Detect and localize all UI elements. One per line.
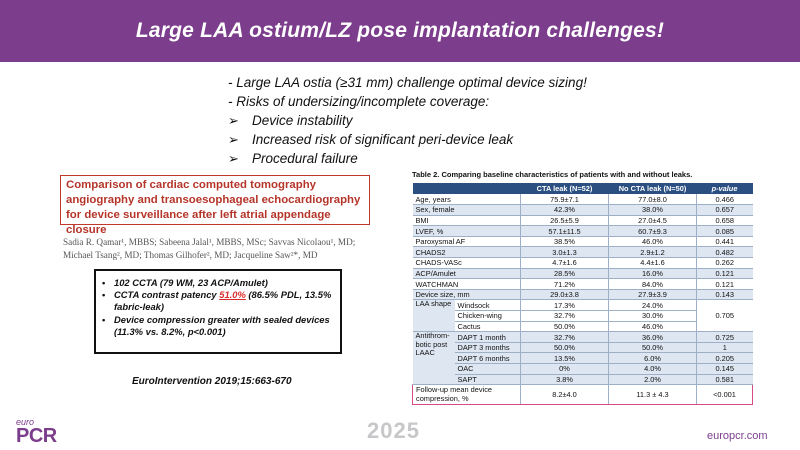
bullet-line: - Large LAA ostia (≥31 mm) challenge optimal device sizing!	[228, 75, 587, 90]
finding-text: 102 CCTA (79 WM, 23 ACP/Amulet)	[114, 277, 268, 288]
cell: 3.8%	[521, 374, 609, 385]
arrow-bullet-icon: ➢	[228, 113, 239, 128]
table-row	[413, 342, 753, 353]
cell: 46.0%	[609, 321, 697, 332]
bullet-icon: •	[102, 289, 106, 301]
cell: 50.0%	[521, 342, 609, 353]
sub-bullet-text: Device instability	[252, 113, 353, 128]
cell: 30.0%	[609, 311, 697, 322]
table-header	[413, 183, 753, 194]
cell: 4.0%	[609, 364, 697, 375]
finding-text	[114, 289, 334, 313]
cell: 11.3 ± 4.3	[609, 385, 697, 405]
cell: 2.0%	[609, 374, 697, 385]
findings-box	[94, 269, 342, 354]
cell: 0.466	[697, 194, 753, 205]
citation: EuroIntervention 2019;15:663-670	[132, 376, 292, 387]
cell: 0.725	[697, 332, 753, 343]
cell: 50.0%	[609, 342, 697, 353]
bullet-icon: •	[102, 277, 106, 288]
table-row	[413, 353, 753, 364]
slide-title: Large LAA ostium/LZ pose implantation challenges!	[135, 19, 665, 42]
table-row	[413, 332, 753, 343]
paper-title-box	[60, 175, 370, 236]
key-points	[228, 73, 668, 168]
cell: 38.0%	[609, 205, 697, 216]
cell: 0.145	[697, 364, 753, 375]
cell: 8.2±4.0	[521, 385, 609, 405]
header-cell: CTA leak (N=52)	[521, 183, 609, 194]
table-row	[413, 236, 753, 247]
cell: 16.0%	[609, 268, 697, 279]
table-row	[413, 247, 753, 258]
row-label: Paroxysmal AF	[413, 236, 521, 247]
paper-title: Comparison of cardiac computed tomography angiography and transoesophageal echocardiography for device surveillance after left atrial appendage closure	[66, 179, 361, 236]
footer-url: europcr.com	[707, 430, 768, 442]
cell: 6.0%	[609, 353, 697, 364]
europcr-logo	[16, 418, 57, 445]
cell: 32.7%	[521, 311, 609, 322]
cell: 0.085	[697, 226, 753, 237]
sub-bullet-text: Procedural failure	[252, 151, 358, 166]
row-label: DAPT 3 months	[455, 342, 521, 353]
cell: 0.657	[697, 205, 753, 216]
arrow-bullet-icon: ➢	[228, 132, 239, 147]
cell: 0%	[521, 364, 609, 375]
row-label: Windsock	[455, 300, 521, 311]
sub-bullet	[228, 111, 668, 130]
logo-big-text: PCR	[16, 425, 57, 447]
paper-authors: Sadia R. Qamar¹, MBBS; Sabeena Jalal¹, MBBS, MSc; Savvas Nicolaou¹, MD; Michael Tsang², MD; Thomas Gilhofer², MD; Jacqueline Saw²*, MD	[63, 237, 356, 260]
row-label: CHADS2	[413, 247, 521, 258]
cell: 27.0±4.5	[609, 215, 697, 226]
cell: 0.121	[697, 268, 753, 279]
row-label: DAPT 1 month	[455, 332, 521, 343]
finding-text-pre: CCTA contrast patency	[114, 289, 220, 301]
table-row	[413, 268, 753, 279]
row-label: Chicken-wing	[455, 311, 521, 322]
row-label: Device size, mm	[413, 289, 521, 300]
row-label: WATCHMAN	[413, 279, 521, 290]
row-label: Follow-up mean device compression, %	[413, 385, 521, 405]
cell: 75.9±7.1	[521, 194, 609, 205]
group-label: Antithrom-botic post LAAC	[413, 332, 455, 385]
table-row	[413, 364, 753, 375]
patency-highlight: 51.0%	[219, 289, 246, 301]
cell: 57.1±11.5	[521, 226, 609, 237]
cell: 0.262	[697, 258, 753, 269]
table-row	[413, 226, 753, 237]
highlighted-row	[413, 385, 753, 405]
logo-small-text: euro	[16, 417, 35, 427]
cell: 4.7±1.6	[521, 258, 609, 269]
cell: 84.0%	[609, 279, 697, 290]
finding-item	[102, 289, 334, 313]
bullet-icon: •	[102, 313, 106, 325]
table-row	[413, 258, 753, 269]
cell: 3.0±1.3	[521, 247, 609, 258]
cell: 77.0±8.0	[609, 194, 697, 205]
table-row	[413, 215, 753, 226]
cell: 17.3%	[521, 300, 609, 311]
cell: 0.143	[697, 289, 753, 300]
cell: 0.121	[697, 279, 753, 290]
table-row	[413, 374, 753, 385]
header-cell: No CTA leak (N=50)	[609, 183, 697, 194]
row-label: DAPT 6 months	[455, 353, 521, 364]
finding-item	[102, 314, 334, 338]
row-label: ACP/Amulet	[413, 268, 521, 279]
title-bar	[0, 0, 800, 62]
row-label: Age, years	[413, 194, 521, 205]
arrow-bullet-icon: ➢	[228, 151, 239, 166]
cell: 13.5%	[521, 353, 609, 364]
bullet-line: - Risks of undersizing/incomplete coverage:	[228, 94, 490, 109]
cell: 32.7%	[521, 332, 609, 343]
cell: 26.5±5.9	[521, 215, 609, 226]
cell: 24.0%	[609, 300, 697, 311]
cell: 0.658	[697, 215, 753, 226]
sub-bullet	[228, 149, 668, 168]
cell: 0.205	[697, 353, 753, 364]
table-row	[413, 279, 753, 290]
cell: 42.3%	[521, 205, 609, 216]
sub-bullet-text: Increased risk of significant peri-device leak	[252, 132, 514, 147]
cell: 2.9±1.2	[609, 247, 697, 258]
cell: 0.581	[697, 374, 753, 385]
header-cell	[413, 183, 521, 194]
row-label: BMI	[413, 215, 521, 226]
cell: 0.705	[697, 300, 753, 332]
row-label: CHADS-VASc	[413, 258, 521, 269]
cell: 0.482	[697, 247, 753, 258]
cell: 29.0±3.8	[521, 289, 609, 300]
row-label: LVEF, %	[413, 226, 521, 237]
table-row	[413, 194, 753, 205]
table-caption: Table 2. Comparing baseline characteristics of patients with and without leaks.	[412, 170, 693, 179]
comparison-table	[412, 170, 754, 405]
cell: 1	[697, 342, 753, 353]
finding-text: Device compression greater with sealed devices (11.3% vs. 8.2%, p<0.001)	[114, 313, 330, 337]
table-row	[413, 289, 753, 300]
cell: 0.441	[697, 236, 753, 247]
cell: <0.001	[697, 385, 753, 405]
cell: 28.5%	[521, 268, 609, 279]
cell: 60.7±9.3	[609, 226, 697, 237]
table-row	[413, 205, 753, 216]
cell: 27.9±3.9	[609, 289, 697, 300]
finding-item	[102, 277, 334, 289]
table-row	[413, 300, 753, 311]
cell: 36.0%	[609, 332, 697, 343]
sub-bullet	[228, 130, 668, 149]
row-label: SAPT	[455, 374, 521, 385]
cell: 4.4±1.6	[609, 258, 697, 269]
finding-text-post: (86.5% PDL, 13.5% fabric-leak)	[114, 289, 332, 313]
group-label: LAA shape	[413, 300, 455, 332]
row-label: Sex, female	[413, 205, 521, 216]
cell: 46.0%	[609, 236, 697, 247]
year-label: 2025	[367, 418, 420, 443]
cell: 71.2%	[521, 279, 609, 290]
row-label: OAC	[455, 364, 521, 375]
cell: 38.5%	[521, 236, 609, 247]
row-label: Cactus	[455, 321, 521, 332]
cell: 50.0%	[521, 321, 609, 332]
header-cell: p-value	[697, 183, 753, 194]
